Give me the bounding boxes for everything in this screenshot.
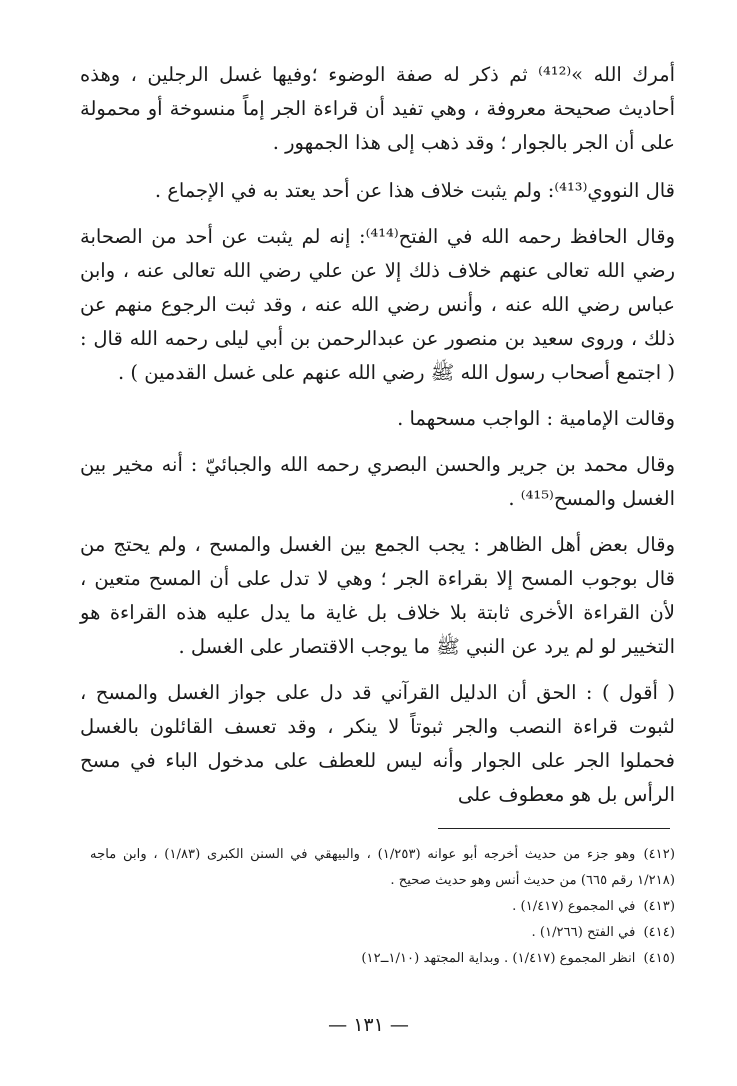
paragraph-3: وقال الحافظ رحمه الله في الفتح⁽⁴¹⁴⁾: إنه لم يثبت عن أحد من الصحابة رضي الله تعالى عنهم خلاف ذلك إلا عن علي رضي الله تعالى عنه ، وابن عباس رضي الله عنه ، وأنس رضي الله عنه ، وقد ثبت الرجوع منهم عن ذلك ، وروى سعيد بن منصور عن عبدالرحمن بن أبي ليلى رحمه الله قال : ( اجتمع أصحاب رسول الله ﷺ رضي الله عنهم على غسل القدمين ) . [80, 225, 675, 384]
footnotes [90, 842, 675, 972]
footnote-text: في الفتح (١/٢٦٦) . [531, 925, 636, 940]
footnote-412 [90, 842, 675, 894]
footnote-number: (٤١٢) [643, 847, 675, 862]
paragraph-4: وقالت الإمامية : الواجب مسحهما . [397, 407, 675, 430]
footnote-divider [438, 828, 670, 829]
page-number: — ١٣١ — [328, 1014, 409, 1036]
footnote-text: في المجموع (١/٤١٧) . [512, 899, 636, 914]
footnote-414 [90, 920, 675, 946]
footnote-text: وهو جزء من حديث أخرجه أبو عوانه (١/٢٥٣) ، والبيهقي في السنن الكبرى (١/٨٣) ، وابن ماجه (١/٢١٨ رقم ٦٦٥) من حديث أنس وهو حديث صحيح . [90, 847, 675, 888]
footnote-text: انظر المجموع (١/٤١٧) . وبداية المجتهد (١/١٠ــ١٢) [361, 951, 636, 966]
paragraph-7: ( أقول ) : الحق أن الدليل القرآني قد دل على جواز الغسل والمسح ، لثبوت قراءة النصب والجر ثبوتاً لا ينكر ، وقد تعسف القائلون بالغسل فحملوا الجر على الجوار وأنه ليس للعطف على مدخول الباء في مسح الرأس بل هو معطوف على [80, 681, 675, 806]
footnote-number: (٤١٣) [643, 899, 675, 914]
footnote-413 [90, 894, 675, 920]
footnote-number: (٤١٥) [643, 951, 675, 966]
paragraph-6: وقال بعض أهل الظاهر : يجب الجمع بين الغسل والمسح ، ولم يحتج من قال بوجوب المسح إلا بقراءة الجر ؛ وهي لا تدل على أن المسح متعين ، لأن القراءة الأخرى ثابتة بلا خلاف بل غاية ما يدل عليه هذه القراءة هو التخيير لو لم يرد عن النبي ﷺ ما يوجب الاقتصار على الغسل . [80, 533, 675, 658]
footnote-number: (٤١٤) [643, 925, 675, 940]
paragraph-1: أمرك الله »⁽⁴¹²⁾ ثم ذكر له صفة الوضوء ؛وفيها غسل الرجلين ، وهذه أحاديث صحيحة معروفة ، وهي تفيد أن قراءة الجر إماً منسوخة أو محمولة على أن الجر بالجوار ؛ وقد ذهب إلى هذا الجمهور . [80, 63, 675, 154]
footnote-415 [90, 946, 675, 972]
main-text [80, 58, 675, 824]
paragraph-2: قال النووي⁽⁴¹³⁾: ولم يثبت خلاف هذا عن أحد يعتد به في الإجماع . [154, 179, 675, 202]
paragraph-5: وقال محمد بن جرير والحسن البصري رحمه الله والجبائيّ : أنه مخير بين الغسل والمسح⁽⁴¹⁵⁾ . [80, 453, 675, 510]
